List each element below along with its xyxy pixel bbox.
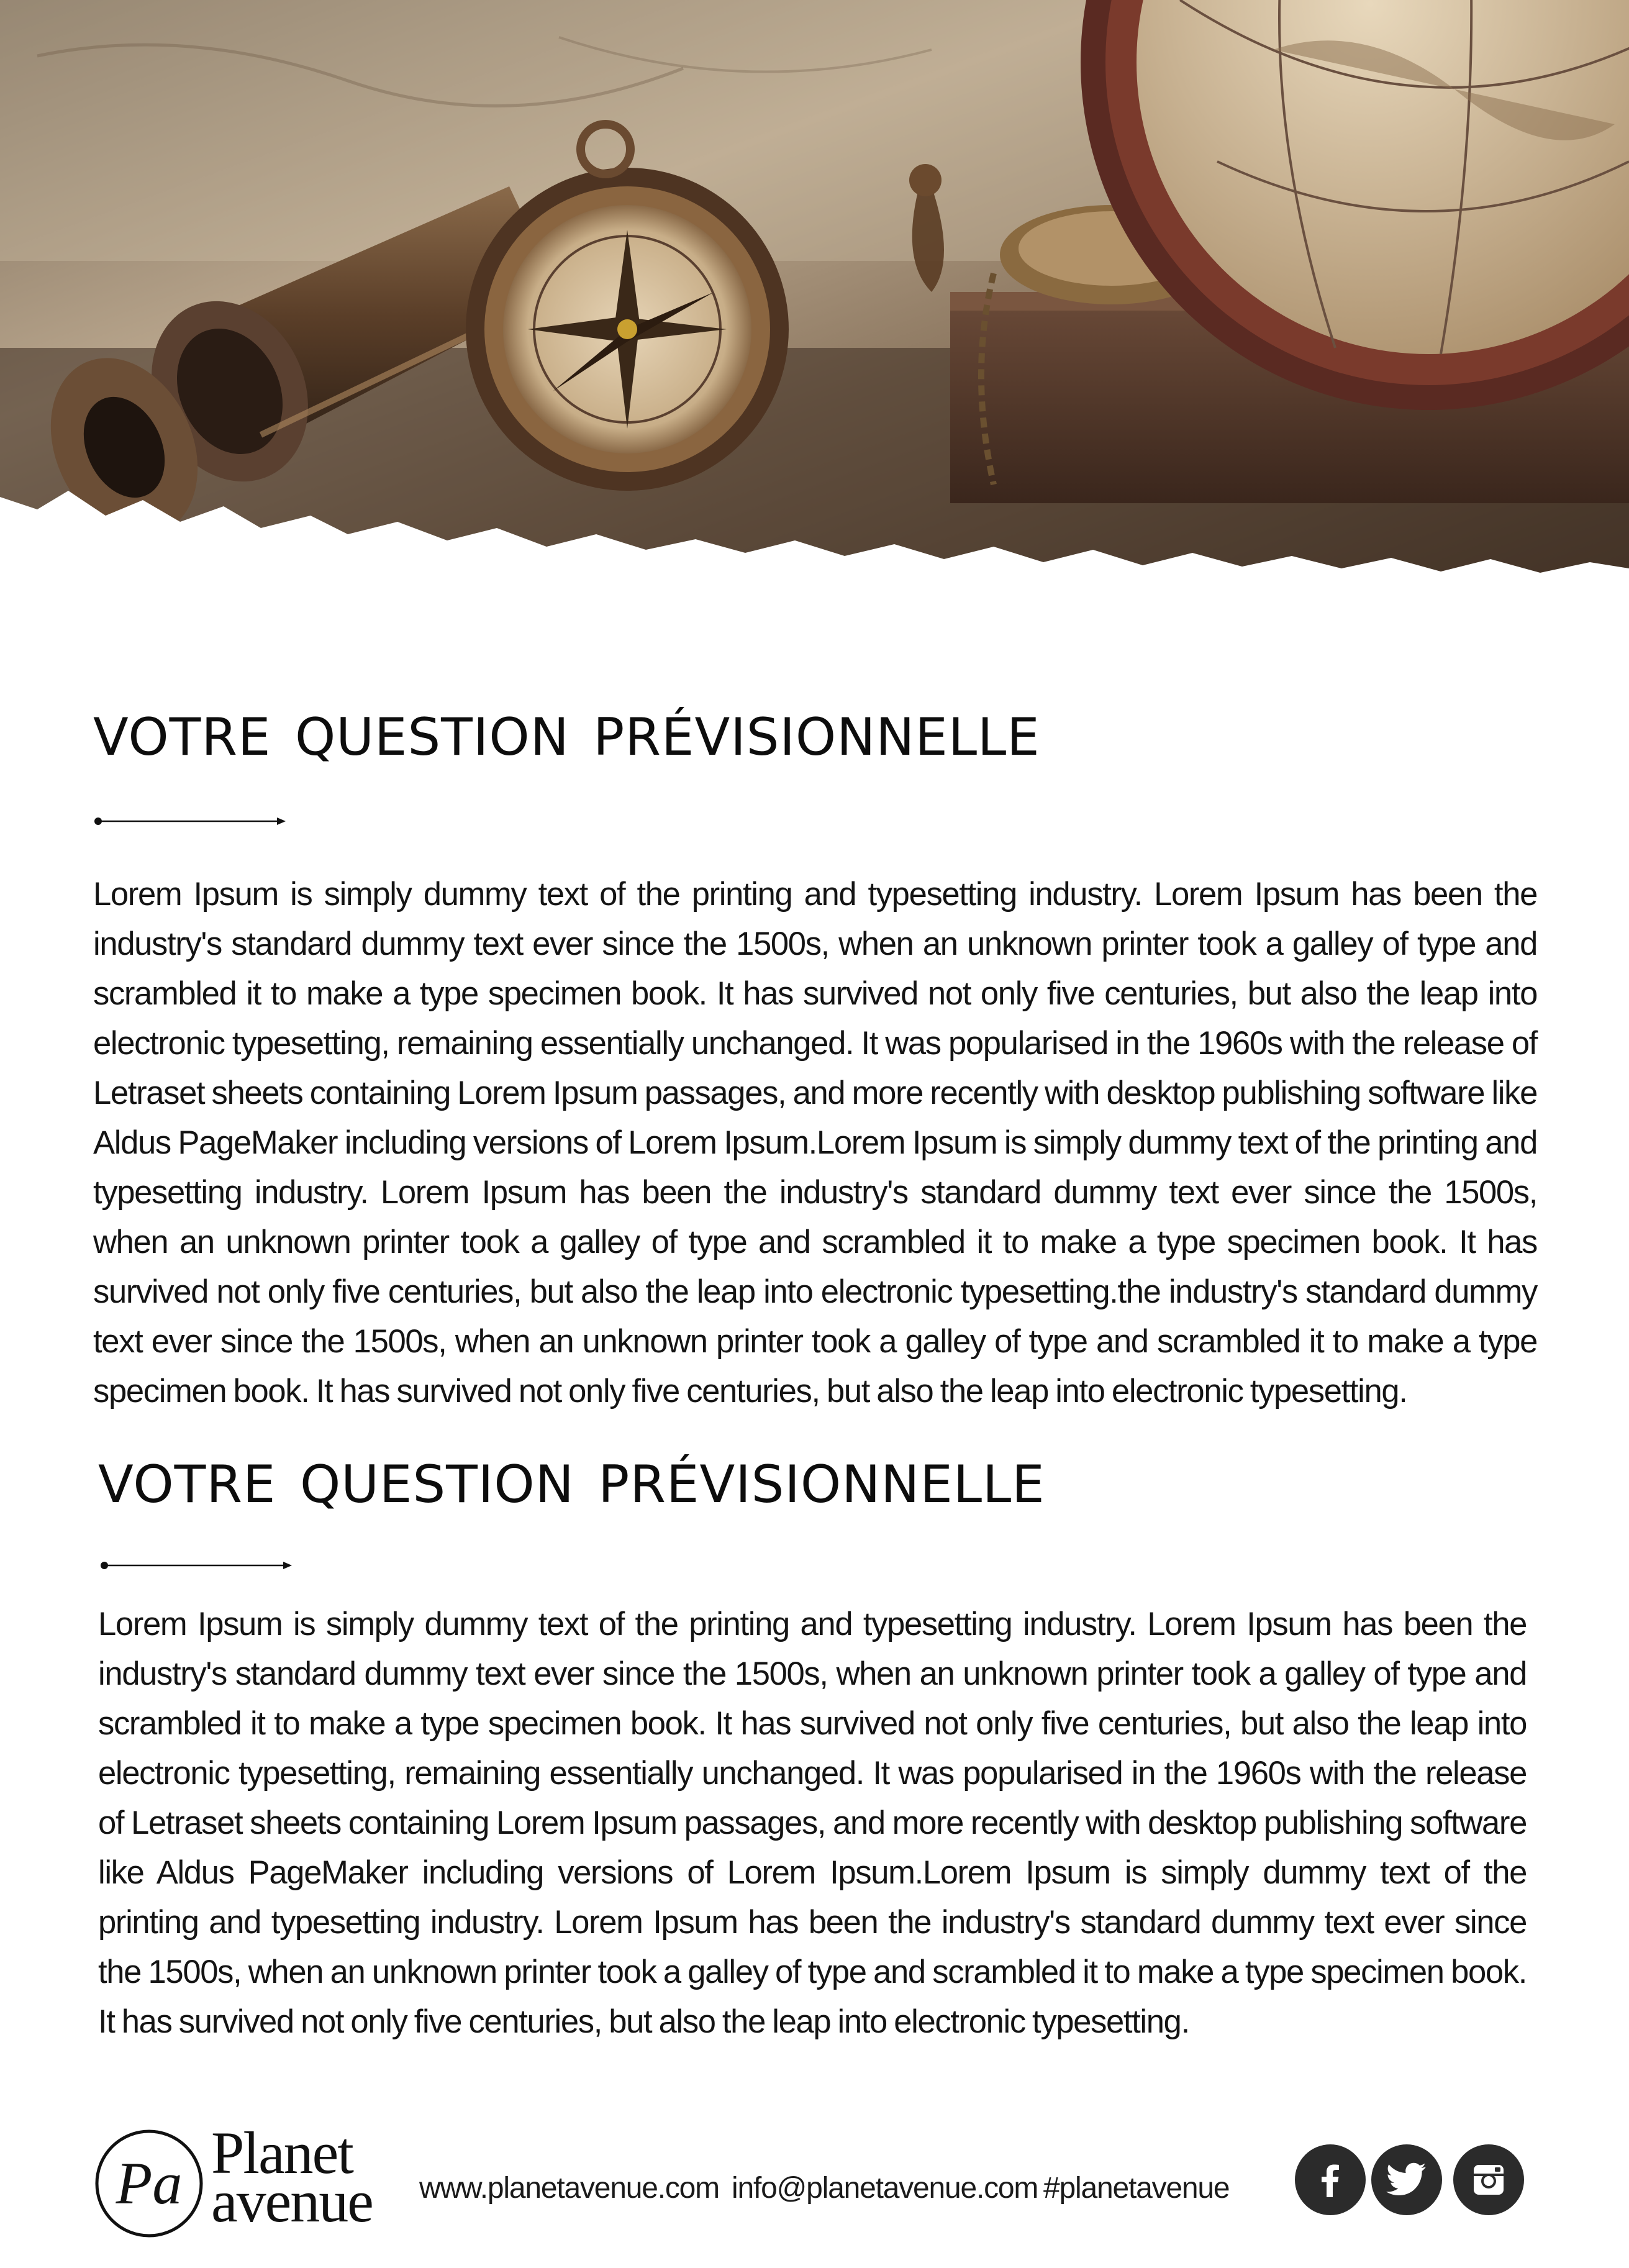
section-body: Lorem Ipsum is simply dummy text of the printing and typesetting industry. Lorem Ipsum has been the industry's standard dummy text ever since the 1500s, when an unknown printer took a galley of type and scrambled it to make a type specimen book. It has survived not only five centuries, but also the leap into electronic typesetting, remaining essentially unchanged. It was popularised in the 1960s with the release of Letraset sheets containing Lorem Ipsum passages, and more recently with desktop publishing software like Aldus PageMaker including versions of Lorem Ipsum.Lorem Ipsum is simply dummy text of the printing and typesetting industry. Lorem Ipsum has been the industry's standard dummy text ever since the 1500s, when an unknown printer took a galley of type and scrambled it to make a type specimen book. It has survived not only five centuries, but also the leap into electronic typesetting. bbox=[98, 1606, 1527, 2040]
facebook-icon[interactable] bbox=[1295, 2144, 1366, 2215]
hashtag-text: #planetavenue bbox=[1043, 2172, 1230, 2205]
twitter-icon[interactable] bbox=[1371, 2144, 1442, 2215]
planet-avenue-logo[interactable] bbox=[93, 2120, 373, 2239]
section-title: votre question prévisionnelle bbox=[93, 686, 1040, 772]
arrow-divider bbox=[99, 1559, 292, 1572]
email-link[interactable]: info@planetavenue.com bbox=[732, 2172, 1038, 2205]
hero-vintage-image bbox=[0, 0, 1629, 596]
logo-line-1: Planet bbox=[211, 2120, 353, 2186]
footer bbox=[0, 2106, 1629, 2255]
instagram-icon[interactable] bbox=[1453, 2144, 1524, 2215]
section-body: Lorem Ipsum is simply dummy text of the printing and typesetting industry. Lorem Ipsum has been the industry's standard dummy text ever since the 1500s, when an unknown printer took a galley of type and scrambled it to make a type specimen book. It has survived not only five centuries, but also the leap into electronic typesetting, remaining essentially unchanged. It was popularised in the 1960s with the release of Letraset sheets containing Lorem Ipsum passages, and more recently with desktop publishing software like Aldus PageMaker including versions of Lorem Ipsum.Lorem Ipsum is simply dummy text of the printing and typesetting industry. Lorem Ipsum has been the industry's standard dummy text ever since the 1500s, when an unknown printer took a galley of type and scrambled it to make a type specimen book. It has survived not only five centuries, but also the leap into electronic typesetting.the industry's standard dummy text ever since the 1500s, when an unknown printer took a galley of type and scrambled it to make a type specimen book. It has survived not only five centuries, but also the leap into electronic typesetting. bbox=[93, 876, 1537, 1410]
arrow-divider bbox=[93, 815, 286, 827]
svg-text:Pa: Pa bbox=[116, 2150, 183, 2216]
website-link[interactable]: www.planetavenue.com bbox=[419, 2172, 719, 2205]
logo-wordmark bbox=[211, 2120, 373, 2234]
logo-line-2: avenue bbox=[211, 2168, 373, 2234]
monogram-logo-icon bbox=[93, 2128, 205, 2239]
section-title: votre question prévisionnelle bbox=[98, 1434, 1045, 1519]
